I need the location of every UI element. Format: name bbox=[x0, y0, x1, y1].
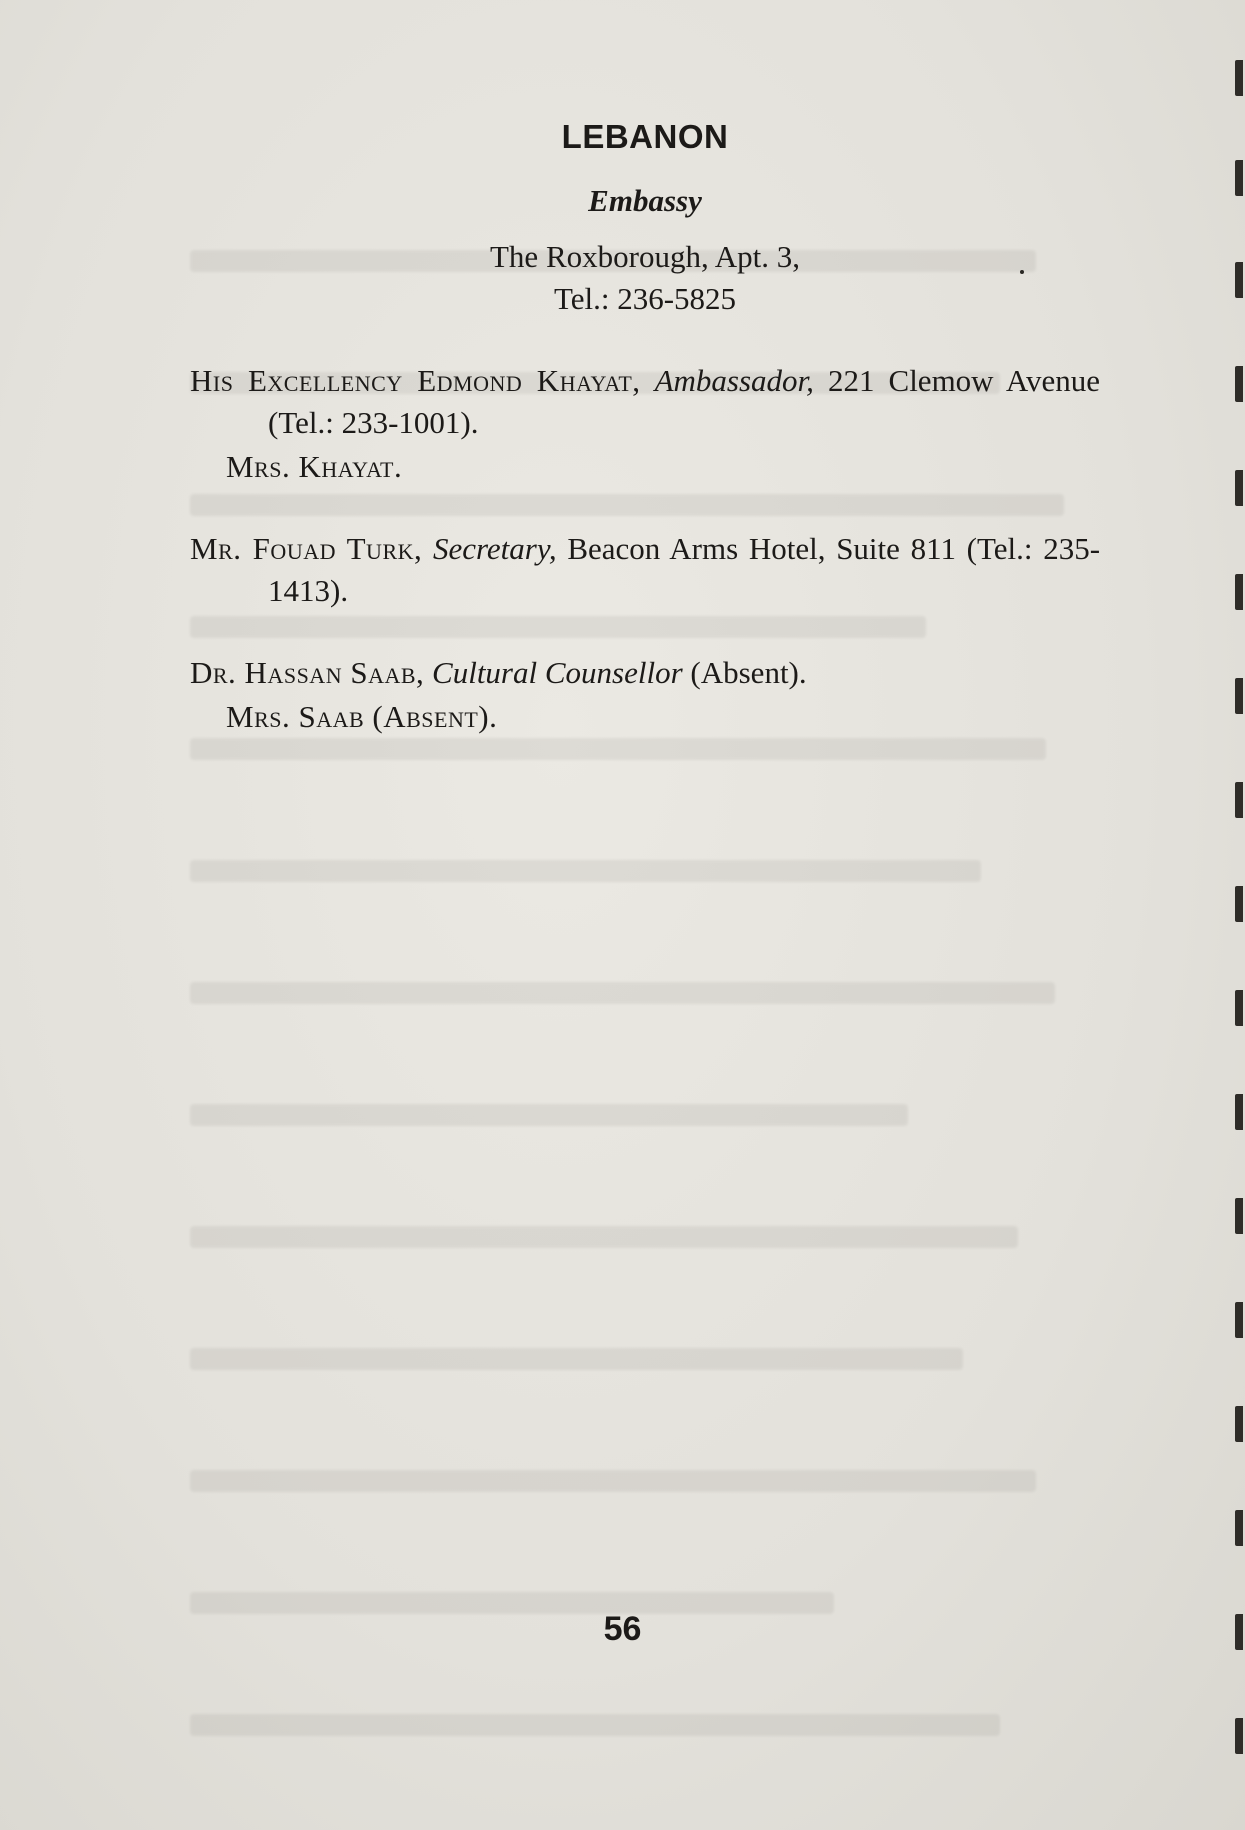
directory-entry bbox=[190, 528, 1100, 612]
entry-name: Mr. Fouad Turk, bbox=[190, 531, 423, 566]
entry-text bbox=[190, 528, 1100, 612]
entry-spouse-text: Mrs. Saab (Absent). bbox=[226, 699, 498, 734]
entry-name: His Excellency Edmond Khayat, bbox=[190, 363, 641, 398]
binding-hole bbox=[1235, 678, 1243, 714]
page-number: 56 bbox=[603, 1610, 642, 1648]
binding-hole bbox=[1235, 1510, 1243, 1546]
entry-text bbox=[190, 652, 1100, 694]
directory-entry bbox=[190, 360, 1100, 488]
binding-hole bbox=[1235, 1302, 1243, 1338]
page-content bbox=[190, 110, 1100, 738]
binding-hole bbox=[1235, 1198, 1243, 1234]
entry-role: Ambassador, bbox=[654, 363, 814, 398]
binding-hole bbox=[1235, 366, 1243, 402]
spiral-binding bbox=[1231, 0, 1245, 1830]
entry-details: Beacon Arms Hotel, Suite 811 (Tel.: 235-1413). bbox=[268, 531, 1101, 608]
telephone-line: Tel.: 236-5825 bbox=[553, 281, 737, 316]
binding-hole bbox=[1235, 160, 1243, 196]
binding-hole bbox=[1235, 262, 1243, 298]
entry-text bbox=[190, 360, 1100, 444]
binding-hole bbox=[1235, 990, 1243, 1026]
entry-details: 221 Clemow Avenue (Tel.: 233-1001). bbox=[268, 363, 1101, 440]
binding-hole bbox=[1235, 782, 1243, 818]
entry-details: (Absent). bbox=[690, 655, 807, 690]
binding-hole bbox=[1235, 886, 1243, 922]
directory-entry bbox=[190, 652, 1100, 738]
entry-role: Cultural Counsellor bbox=[432, 655, 683, 690]
entry-spouse: Mrs. Khayat. bbox=[226, 449, 403, 484]
entry-name: Dr. Hassan Saab, bbox=[190, 655, 425, 690]
address-line: The Roxborough, Apt. 3, bbox=[490, 239, 800, 274]
binding-hole bbox=[1235, 1718, 1243, 1754]
section-heading: Embassy bbox=[588, 183, 702, 218]
entry-role: Secretary, bbox=[432, 531, 557, 566]
entry-spouse bbox=[190, 696, 1100, 738]
binding-hole bbox=[1235, 574, 1243, 610]
embassy-address bbox=[190, 236, 1100, 320]
binding-hole bbox=[1235, 1406, 1243, 1442]
binding-hole bbox=[1235, 1094, 1243, 1130]
binding-hole bbox=[1235, 470, 1243, 506]
country-heading: LEBANON bbox=[561, 118, 729, 155]
binding-hole bbox=[1235, 60, 1243, 96]
